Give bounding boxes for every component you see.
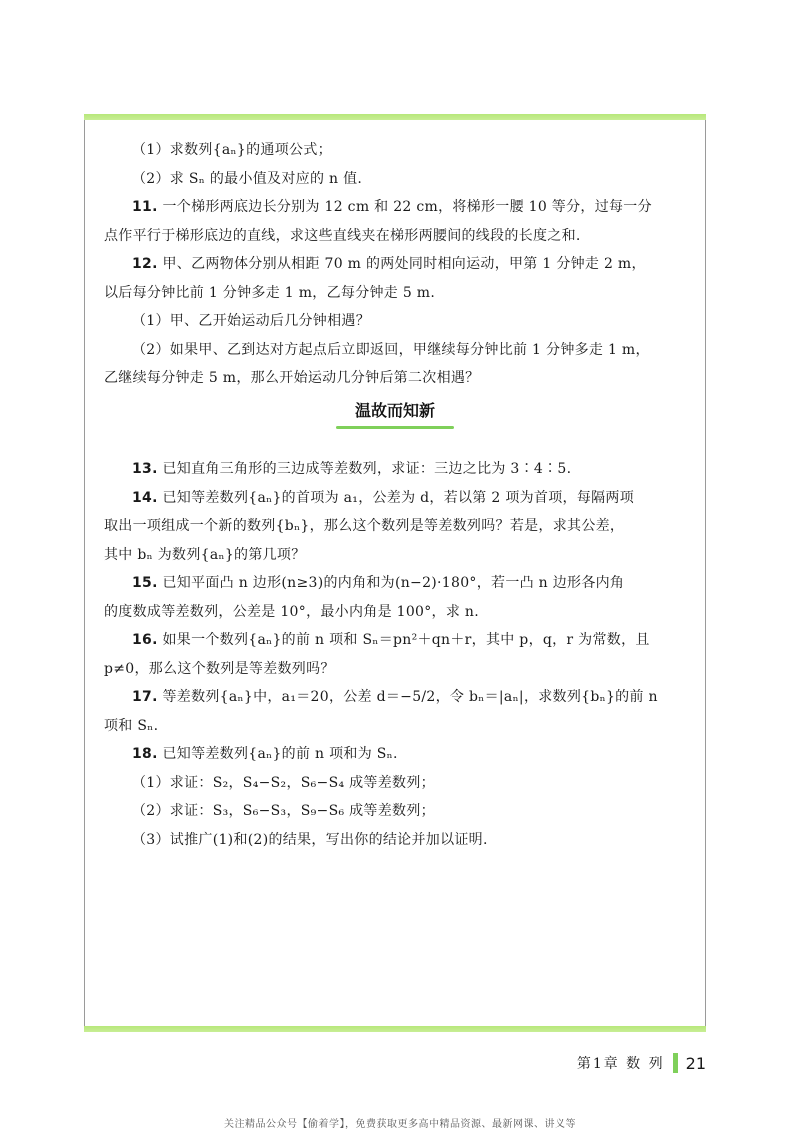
page-footer (577, 1052, 706, 1074)
text-line (104, 364, 688, 393)
text-line (104, 250, 688, 279)
text-line (104, 484, 688, 513)
text-line (104, 136, 688, 165)
exercise-text: （1）求数列{aₙ}的通项公式； (132, 142, 332, 158)
exercise-number: 11. (132, 199, 158, 215)
exercise-text: 一个梯形两底边长分别为 12 cm 和 22 cm，将梯形一腰 10 等分，过每一分 (162, 199, 652, 215)
section-underline (336, 426, 454, 429)
exercise-text: （3）试推广(1)和(2)的结果，写出你的结论并加以证明. (132, 831, 488, 848)
text-line (104, 193, 688, 222)
exercise-text: 取出一项组成一个新的数列{bₙ}，那么这个数列是等差数列吗？若是，求其公差， (104, 518, 625, 534)
exercise-text: （2）求 Sₙ 的最小值及对应的 n 值. (132, 170, 363, 187)
text-line (104, 569, 688, 598)
text-line (104, 740, 688, 769)
exercise-number: 16. (132, 632, 158, 648)
text-line (104, 712, 688, 741)
text-line (104, 769, 688, 798)
exercise-text: 甲、乙两物体分别从相距 70 m 的两处同时相向运动，甲第 1 分钟走 2 m， (162, 256, 646, 272)
text-line (104, 455, 688, 484)
text-line (104, 826, 688, 855)
text-line (104, 797, 688, 826)
exercise-text: 已知平面凸 n 边形(n≥3)的内角和为(n−2)·180°，若一凸 n 边形各内角 (162, 575, 625, 591)
exercise-text: 以后每分钟比前 1 分钟多走 1 m，乙每分钟走 5 m. (104, 284, 436, 301)
exercise-text: （2）如果甲、乙到达对方起点后立即返回，甲继续每分钟比前 1 分钟多走 1 m， (132, 341, 650, 358)
exercise-text: （2）求证：S₃，S₆−S₃，S₉−S₆ 成等差数列； (132, 803, 435, 819)
text-line (104, 222, 688, 251)
text-line (104, 683, 688, 712)
text-line (104, 598, 688, 627)
exercise-number: 13. (132, 461, 158, 477)
text-line (104, 165, 688, 194)
exercise-text: 已知直角三角形的三边成等差数列，求证：三边之比为 3∶4∶5. (162, 461, 572, 477)
exercise-number: 15. (132, 575, 158, 591)
exercise-block-2 (104, 455, 688, 854)
exercise-text: （1）求证：S₂，S₄−S₂，S₆−S₄ 成等差数列； (132, 774, 435, 791)
top-green-bar (84, 114, 706, 120)
exercise-text: （1）甲、乙开始运动后几分钟相遇？ (132, 313, 371, 329)
section-heading (336, 392, 454, 430)
exercise-text: 项和 Sₙ. (104, 717, 159, 734)
text-line (104, 307, 688, 336)
exercise-number: 12. (132, 256, 158, 272)
exercise-number: 17. (132, 689, 158, 705)
exercise-block-1 (104, 136, 688, 393)
bottom-green-bar (84, 1026, 706, 1032)
page-number: 21 (685, 1053, 706, 1073)
exercise-number: 14. (132, 489, 158, 506)
exercise-text: 点作平行于梯形底边的直线，求这些直线夹在梯形两腰间的线段的长度之和. (104, 227, 581, 244)
exercise-text: 等差数列{aₙ}中，a₁＝20，公差 d＝−5/2，令 bₙ＝|aₙ|，求数列{bₙ}的前 n (162, 689, 658, 705)
exercise-number: 18. (132, 746, 158, 762)
exercise-text: 已知等差数列{aₙ}的首项为 a₁，公差为 d，若以第 2 项为首项，每隔两项 (162, 489, 635, 506)
footer-divider (673, 1053, 678, 1073)
exercise-text: 乙继续每分钟走 5 m，那么开始运动几分钟后第二次相遇？ (104, 370, 480, 386)
exercise-text: 已知等差数列{aₙ}的前 n 项和为 Sₙ. (162, 746, 398, 762)
watermark-text: 关注精品公众号【偷着学】，免费获取更多高中精品资源、最新网课、讲义等 (224, 1119, 576, 1130)
exercise-text: p≠0，那么这个数列是等差数列吗？ (104, 660, 335, 677)
text-line (104, 655, 688, 684)
text-line (104, 279, 688, 308)
exercise-text: 的度数成等差数列，公差是 10°，最小内角是 100°，求 n. (104, 603, 479, 620)
section-title: 温故而知新 (354, 401, 435, 420)
text-line (104, 512, 688, 541)
text-line (104, 336, 688, 365)
text-line (104, 626, 688, 655)
exercise-text: 如果一个数列{aₙ}的前 n 项和 Sₙ＝pn²＋qn＋r，其中 p，q，r 为常数，且 (162, 632, 650, 648)
text-line (104, 541, 688, 570)
exercise-text: 其中 bₙ 为数列{aₙ}的第几项？ (104, 546, 306, 563)
chapter-label: 第1章 数 列 (576, 1056, 665, 1072)
